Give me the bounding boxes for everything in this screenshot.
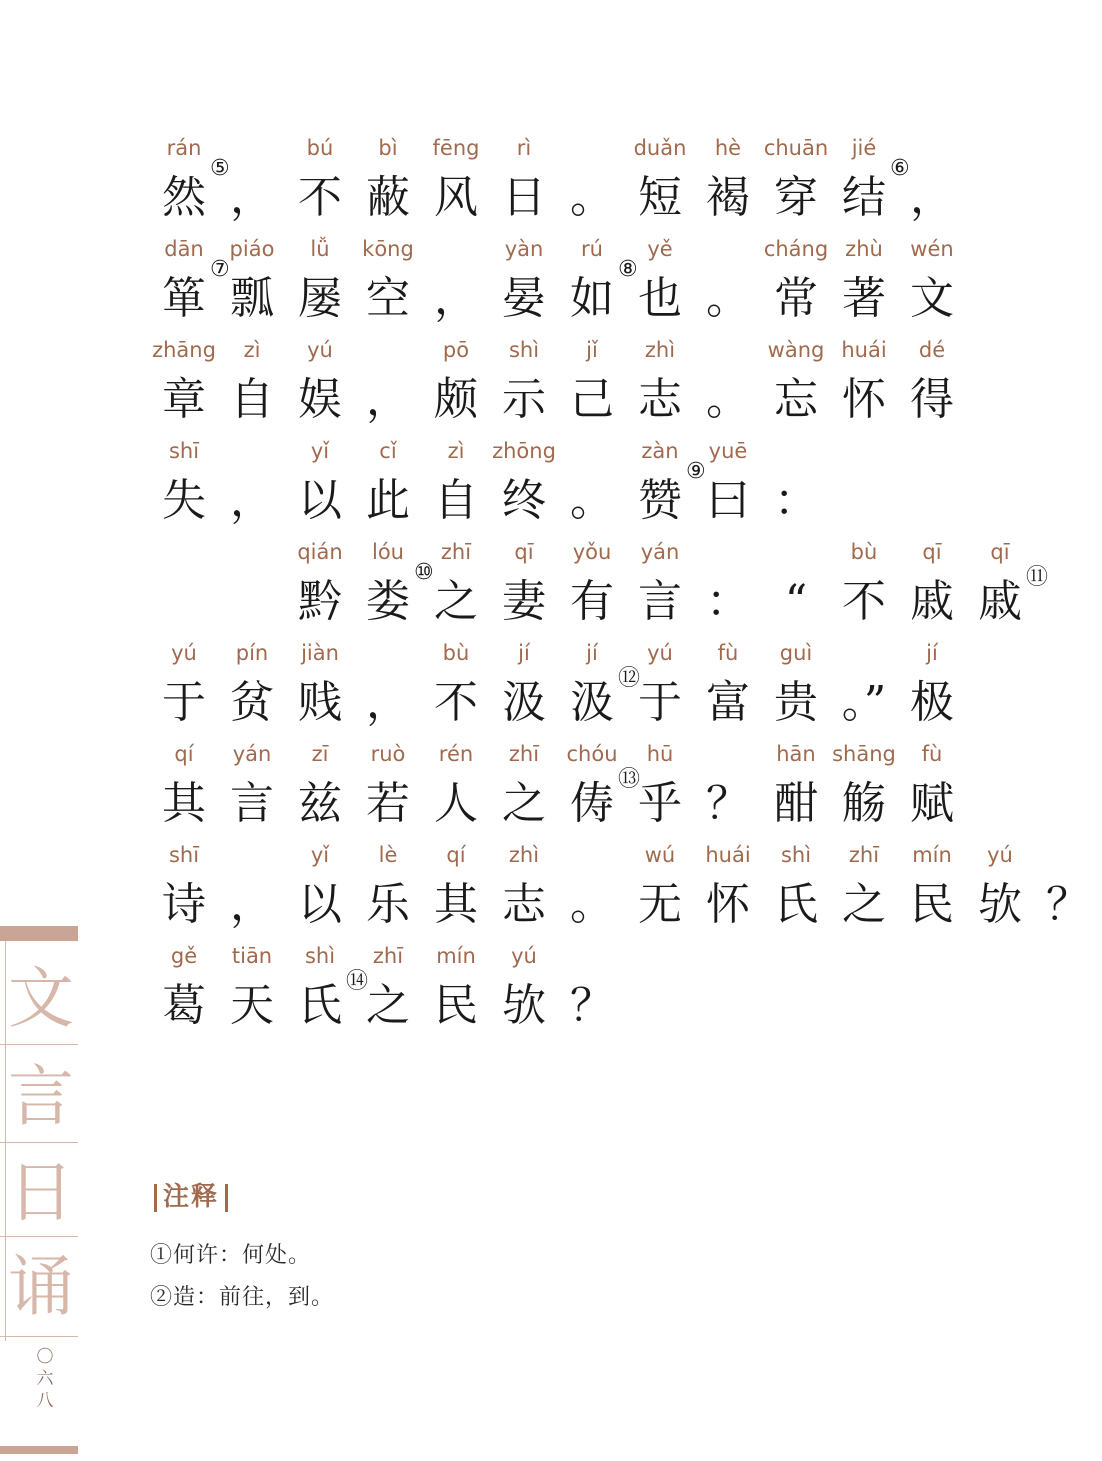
hanzi: 俦 [570, 778, 614, 829]
notes-heading [148, 1176, 234, 1213]
pinyin: zī [311, 742, 329, 766]
pinyin: tiān [231, 944, 273, 968]
footnote-marker: ⑤ [210, 156, 230, 181]
hanzi: ， [366, 677, 410, 728]
pinyin: lǚ [310, 237, 330, 261]
hanzi: 空 [366, 273, 410, 324]
pinyin: yú [647, 641, 673, 665]
char-cell [898, 633, 966, 733]
hanzi: 有 [570, 576, 614, 627]
char-cell [626, 734, 694, 834]
hanzi: 。 [570, 475, 614, 526]
hanzi: 怀 [706, 879, 750, 930]
hanzi: 如 [570, 273, 614, 324]
pinyin: rén [438, 742, 474, 766]
footnote-marker: ⑫ [618, 666, 641, 691]
hanzi: 。 [706, 374, 750, 425]
hanzi: 以 [298, 879, 342, 930]
hanzi: 于 [638, 677, 682, 728]
footnote-marker: ⑬ [618, 767, 641, 792]
pinyin: mín [436, 944, 476, 968]
pinyin: yuē [708, 439, 748, 463]
hanzi: 常 [774, 273, 818, 324]
hanzi: 日 [502, 172, 546, 223]
char-cell [490, 431, 558, 531]
sidebar-title-char: 日 [8, 1154, 74, 1231]
pinyin: jí [586, 641, 598, 665]
pinyin: qī [922, 540, 942, 564]
sidebar-title-char: 诵 [8, 1248, 74, 1325]
hanzi: 戚 [910, 576, 954, 627]
hanzi: 之 [502, 778, 546, 829]
pinyin: cháng [763, 237, 829, 261]
footnote-marker: ⑨ [686, 459, 706, 484]
notes-bar-right [225, 1184, 228, 1212]
page-number-digit: 〇 [36, 1347, 54, 1367]
pinyin: bì [378, 136, 398, 160]
pinyin: rán [166, 136, 202, 160]
hanzi: 文 [910, 273, 954, 324]
pinyin: rú [581, 237, 603, 261]
pinyin: jí [926, 641, 938, 665]
hanzi: 天 [230, 980, 274, 1031]
sidebar-top-bar [0, 926, 78, 941]
hanzi: 。 [706, 273, 750, 324]
hanzi: 。” [841, 677, 887, 728]
hanzi: ， [230, 475, 274, 526]
hanzi: “ [784, 576, 808, 627]
hanzi: 汲 [570, 677, 614, 728]
sidebar-divider [0, 1142, 78, 1143]
footnote-marker: ⑥ [890, 156, 910, 181]
pinyin: jiàn [301, 641, 339, 665]
hanzi: ， [366, 374, 410, 425]
hanzi: 乎 [638, 778, 682, 829]
footnote-marker: ⑩ [414, 560, 434, 585]
footnote-marker: ⑪ [1026, 565, 1049, 590]
pinyin: pín [235, 641, 269, 665]
pinyin: dān [164, 237, 204, 261]
char-cell [150, 835, 218, 935]
hanzi: 氏 [298, 980, 342, 1031]
pinyin: wàng [767, 338, 825, 362]
pinyin: zhī [440, 540, 472, 564]
hanzi: 褐 [706, 172, 750, 223]
hanzi: 蔽 [366, 172, 410, 223]
char-cell [626, 229, 694, 329]
notes-heading-label: 注释 [163, 1182, 220, 1212]
pinyin: bù [850, 540, 878, 564]
char-cell [150, 128, 230, 228]
note-item: ②造：前往，到。 [150, 1285, 335, 1310]
hanzi: 贱 [298, 677, 342, 728]
pinyin: ruò [370, 742, 406, 766]
hanzi: 穿 [774, 172, 818, 223]
hanzi: 赋 [910, 778, 954, 829]
footnote-marker: ⑭ [346, 969, 369, 994]
char-cell [898, 128, 966, 228]
pinyin: hū [646, 742, 674, 766]
hanzi: 终 [502, 475, 546, 526]
pinyin: yǒu [572, 540, 612, 564]
hanzi: 民 [434, 980, 478, 1031]
notes-bar-left [154, 1184, 157, 1212]
hanzi: 自 [434, 475, 478, 526]
pinyin: yǐ [310, 843, 330, 867]
hanzi: 忘 [774, 374, 818, 425]
hanzi: 乐 [366, 879, 410, 930]
footnote-marker: ⑧ [618, 257, 638, 282]
hanzi: 言 [230, 778, 274, 829]
pinyin: yǐ [310, 439, 330, 463]
hanzi: 葛 [162, 980, 206, 1031]
hanzi: 短 [638, 172, 682, 223]
hanzi: 然 [162, 172, 206, 223]
hanzi: 若 [366, 778, 410, 829]
pinyin: shì [304, 944, 336, 968]
pinyin: jí [518, 641, 530, 665]
pinyin: shī [168, 843, 200, 867]
hanzi: 也 [638, 273, 682, 324]
hanzi: 汲 [502, 677, 546, 728]
char-cell [830, 128, 910, 228]
char-cell [558, 936, 626, 1036]
hanzi: 民 [910, 879, 954, 930]
hanzi: 于 [162, 677, 206, 728]
hanzi: 无 [638, 879, 682, 930]
pinyin: pō [442, 338, 470, 362]
char-cell [286, 330, 354, 430]
pinyin: chóu [566, 742, 618, 766]
hanzi: 之 [842, 879, 886, 930]
pinyin: bú [306, 136, 334, 160]
hanzi: 觞 [842, 778, 886, 829]
hanzi: 屡 [298, 273, 342, 324]
char-cell [1034, 835, 1102, 935]
char-cell [966, 532, 1049, 632]
hanzi: 不 [842, 576, 886, 627]
hanzi: 结 [842, 172, 886, 223]
char-cell [694, 532, 762, 632]
char-cell [626, 532, 694, 632]
hanzi: 不 [298, 172, 342, 223]
hanzi: 赞 [638, 475, 682, 526]
pinyin: zhāng [152, 338, 216, 362]
pinyin: zhì [508, 843, 540, 867]
hanzi: 。 [570, 172, 614, 223]
hanzi: 妻 [502, 576, 546, 627]
hanzi: 得 [910, 374, 954, 425]
pinyin: zhì [644, 338, 676, 362]
hanzi: 曰 [706, 475, 750, 526]
pinyin: shāng [832, 742, 896, 766]
hanzi: 章 [162, 374, 206, 425]
char-cell [490, 936, 558, 1036]
hanzi: 娱 [298, 374, 342, 425]
hanzi: 欤 [502, 980, 546, 1031]
pinyin: fù [921, 742, 943, 766]
pinyin: yú [307, 338, 333, 362]
char-cell [898, 330, 966, 430]
hanzi: 之 [366, 980, 410, 1031]
char-cell [966, 835, 1034, 935]
hanzi: ？ [570, 980, 614, 1031]
hanzi: ： [774, 475, 818, 526]
pinyin: yú [987, 843, 1013, 867]
pinyin: zhù [845, 237, 883, 261]
pinyin: wén [910, 237, 954, 261]
hanzi: 之 [434, 576, 478, 627]
pinyin: qī [990, 540, 1010, 564]
hanzi: 己 [570, 374, 614, 425]
hanzi: 颇 [434, 374, 478, 425]
hanzi: 箪 [162, 273, 206, 324]
pinyin: fù [717, 641, 739, 665]
hanzi: ， [910, 172, 954, 223]
pinyin: hè [714, 136, 742, 160]
pinyin: huái [705, 843, 751, 867]
char-cell [286, 633, 354, 733]
hanzi: 人 [434, 778, 478, 829]
hanzi: 风 [434, 172, 478, 223]
hanzi: 瓢 [230, 273, 274, 324]
hanzi: 极 [910, 677, 954, 728]
hanzi: 自 [230, 374, 274, 425]
char-cell [354, 229, 422, 329]
pinyin: qī [514, 540, 534, 564]
char-cell [626, 330, 694, 430]
pinyin: shī [168, 439, 200, 463]
sidebar-rule [5, 941, 6, 1341]
pinyin: gě [170, 944, 198, 968]
pinyin: zhī [372, 944, 404, 968]
char-cell [762, 633, 830, 733]
pinyin: yán [640, 540, 680, 564]
pinyin: jié [851, 136, 877, 160]
char-cell [898, 229, 966, 329]
hanzi: 氏 [774, 879, 818, 930]
hanzi: 其 [162, 778, 206, 829]
pinyin: chuān [763, 136, 829, 160]
hanzi: 示 [502, 374, 546, 425]
pinyin: mín [912, 843, 952, 867]
pinyin: bù [442, 641, 470, 665]
pinyin: cǐ [379, 439, 397, 463]
pinyin: qí [174, 742, 194, 766]
hanzi: ？ [1046, 879, 1090, 930]
hanzi: 晏 [502, 273, 546, 324]
sidebar-divider [0, 1336, 78, 1337]
hanzi: 言 [638, 576, 682, 627]
hanzi: 其 [434, 879, 478, 930]
pinyin: yú [511, 944, 537, 968]
hanzi: ？ [706, 778, 750, 829]
hanzi: 兹 [298, 778, 342, 829]
hanzi: 著 [842, 273, 886, 324]
pinyin: zhī [508, 742, 540, 766]
pinyin: qí [446, 843, 466, 867]
char-cell [762, 431, 830, 531]
pinyin: shì [780, 843, 812, 867]
hanzi: 娄 [366, 576, 410, 627]
hanzi: 。 [570, 879, 614, 930]
note-item: ①何许：何处。 [150, 1243, 312, 1268]
hanzi: 志 [638, 374, 682, 425]
hanzi: 诗 [162, 879, 206, 930]
pinyin: dé [918, 338, 946, 362]
hanzi: 黔 [298, 576, 342, 627]
pinyin: yú [171, 641, 197, 665]
pinyin: wú [644, 843, 676, 867]
char-cell [490, 128, 558, 228]
pinyin: lóu [372, 540, 404, 564]
pinyin: hān [776, 742, 816, 766]
pinyin: yě [647, 237, 673, 261]
pinyin: shì [508, 338, 540, 362]
pinyin: yán [232, 742, 272, 766]
char-cell [898, 734, 966, 834]
pinyin: jǐ [586, 338, 598, 362]
hanzi: 富 [706, 677, 750, 728]
sidebar-bottom-bar [0, 1446, 78, 1454]
hanzi: 以 [298, 475, 342, 526]
footnote-marker: ⑦ [210, 257, 230, 282]
hanzi: ， [230, 879, 274, 930]
pinyin: piáo [229, 237, 275, 261]
hanzi: ： [706, 576, 750, 627]
hanzi: 失 [162, 475, 206, 526]
sidebar-title-char: 言 [8, 1058, 74, 1135]
hanzi: ， [434, 273, 478, 324]
hanzi: 酣 [774, 778, 818, 829]
pinyin: zhōng [492, 439, 556, 463]
hanzi: 怀 [842, 374, 886, 425]
pinyin: rì [516, 136, 532, 160]
pinyin: kōng [362, 237, 414, 261]
pinyin: zàn [641, 439, 679, 463]
hanzi: 此 [366, 475, 410, 526]
pinyin: duǎn [633, 136, 687, 160]
sidebar-divider [0, 1236, 78, 1237]
hanzi: 志 [502, 879, 546, 930]
hanzi: ， [230, 172, 274, 223]
hanzi: 戚 [978, 576, 1022, 627]
pinyin: guì [779, 641, 813, 665]
page-number-digit: 八 [36, 1391, 54, 1411]
pinyin: huái [841, 338, 887, 362]
pinyin: lè [378, 843, 398, 867]
page-number-digit: 六 [36, 1369, 54, 1389]
pinyin: zhī [848, 843, 880, 867]
sidebar-title-char: 文 [8, 960, 74, 1037]
char-cell [150, 431, 218, 531]
char-cell [694, 431, 762, 531]
sidebar-divider [0, 1044, 78, 1045]
hanzi: 贫 [230, 677, 274, 728]
pinyin: yàn [504, 237, 544, 261]
pinyin: zì [243, 338, 261, 362]
char-cell [490, 835, 558, 935]
hanzi: 欤 [978, 879, 1022, 930]
pinyin: fēng [432, 136, 480, 160]
hanzi: 不 [434, 677, 478, 728]
pinyin: qián [297, 540, 343, 564]
hanzi: 贵 [774, 677, 818, 728]
pinyin: zì [447, 439, 465, 463]
